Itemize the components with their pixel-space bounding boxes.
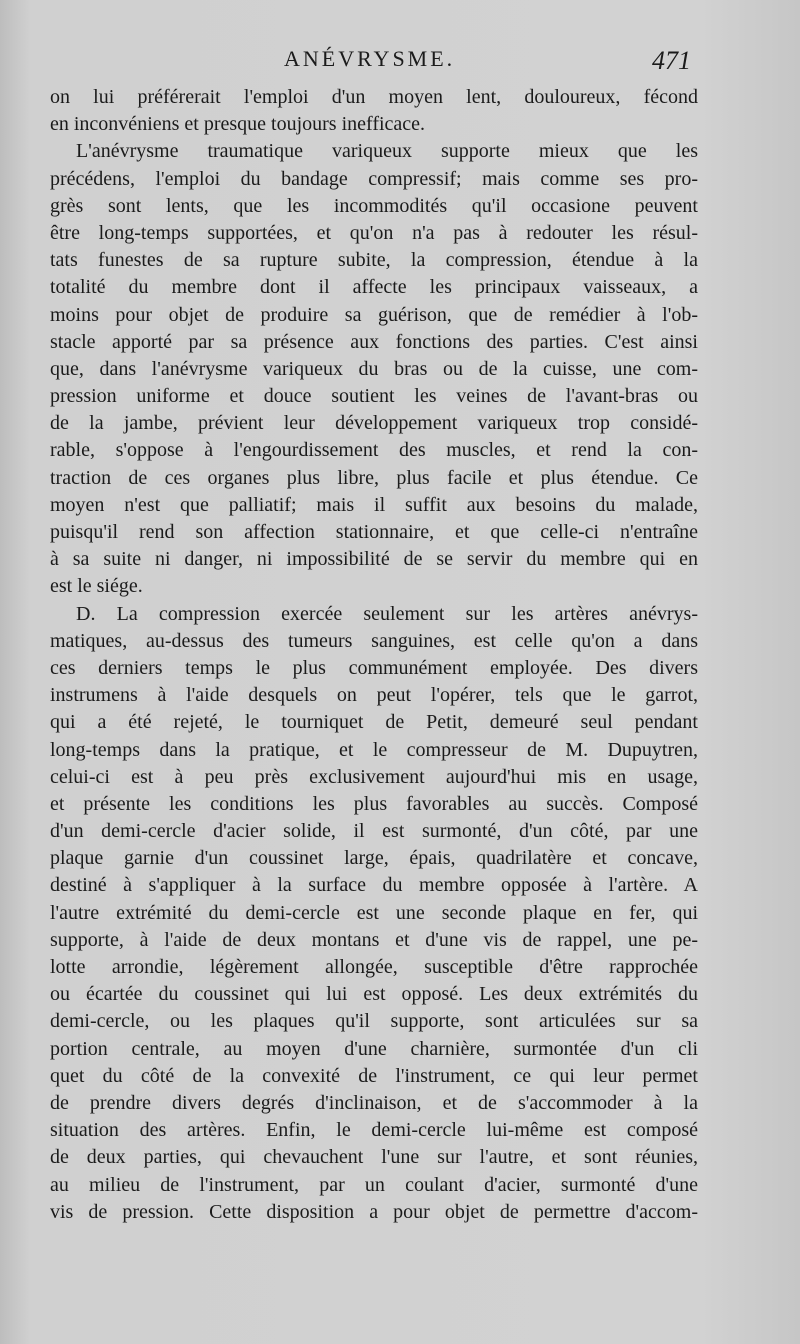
text-line: de la jambe, prévient leur développement variqueux trop considé-: [50, 412, 698, 435]
text-line: est le siége.: [50, 575, 143, 598]
text-line: portion centrale, au moyen d'une charnière, surmontée d'un cli: [50, 1037, 698, 1060]
running-title: ANÉVRYSME.: [284, 46, 456, 71]
text-line: en inconvéniens et presque toujours inefficace.: [50, 113, 426, 136]
text-line: plaque garnie d'un coussinet large, épais, quadrilatère et concave,: [50, 847, 698, 870]
text-line: pression uniforme et douce soutient les veines de l'avant-bras ou: [50, 385, 698, 408]
text-line: long-temps dans la pratique, et le compresseur de M. Dupuytren,: [50, 738, 698, 761]
text-line: tats funestes de sa rupture subite, la compression, étendue à la: [50, 249, 698, 272]
text-line: supporte, à l'aide de deux montans et d'une vis de rappel, une pe-: [50, 928, 698, 951]
text-line: l'autre extrémité du demi-cercle est une seconde plaque en fer, qui: [50, 901, 698, 924]
text-line: être long-temps supportées, et qu'on n'a pas à redouter les résul-: [50, 221, 698, 244]
text-line: et présente les conditions les plus favorables au succès. Composé: [50, 792, 698, 815]
text-line: rable, s'oppose à l'engourdissement des muscles, et rend la con-: [50, 439, 698, 462]
text-line: demi-cercle, ou les plaques qu'il supporte, sont articulées sur sa: [50, 1010, 698, 1033]
text-line: celui-ci est à peu près exclusivement aujourd'hui mis en usage,: [50, 765, 698, 788]
text-line: de deux parties, qui chevauchent l'une sur l'autre, et sont réunies,: [50, 1146, 698, 1169]
text-line: ou écartée du coussinet qui lui est opposé. Les deux extrémités du: [50, 983, 698, 1006]
page-header: [0, 40, 800, 80]
text-line: destiné à s'appliquer à la surface du membre opposée à l'artère. A: [50, 874, 698, 897]
text-line: précédens, l'emploi du bandage compressif; mais comme ses pro-: [50, 167, 698, 190]
page-number: 471: [652, 46, 691, 75]
text-line: lotte arrondie, légèrement allongée, susceptible d'être rapprochée: [50, 956, 698, 978]
text-line: puisqu'il rend son affection stationnaire, et que celle-ci n'entraîne: [50, 521, 698, 543]
text-line: ces derniers temps le plus communément employée. Des divers: [50, 656, 698, 679]
text-line: moyen n'est que palliatif; mais il suffit aux besoins du malade,: [50, 493, 698, 516]
text-line: vis de pression. Cette disposition a pour objet de permettre d'accom-: [50, 1200, 698, 1223]
text-line: moins pour objet de produire sa guérison, que de remédier à l'ob-: [50, 303, 698, 326]
text-line: à sa suite ni danger, ni impossibilité de se servir du membre qui en: [50, 548, 698, 571]
text-line: instrumens à l'aide desquels on peut l'opérer, tels que le garrot,: [50, 684, 698, 707]
text-line: on lui préférerait l'emploi d'un moyen lent, douloureux, fécond: [50, 86, 698, 108]
text-line: stacle apporté par sa présence aux fonctions des parties. C'est ainsi: [50, 330, 698, 353]
text-line: d'un demi-cercle d'acier solide, il est surmonté, d'un côté, par une: [50, 820, 698, 843]
text-line: L'anévrysme traumatique variqueux supporte mieux que les: [76, 140, 698, 163]
text-line: matiques, au-dessus des tumeurs sanguines, est celle qu'on a dans: [50, 629, 698, 652]
text-line: au milieu de l'instrument, par un coulant d'acier, surmonté d'une: [50, 1173, 698, 1196]
text-line: traction de ces organes plus libre, plus facile et plus étendue. Ce: [50, 466, 698, 489]
text-line: grès sont lents, que les incommodités qu'il occasione peuvent: [50, 194, 698, 217]
text-line: quet du côté de la convexité de l'instrument, ce qui leur permet: [50, 1064, 698, 1087]
text-line: situation des artères. Enfin, le demi-cercle lui-même est composé: [50, 1119, 698, 1142]
text-line: que, dans l'anévrysme variqueux du bras ou de la cuisse, une com-: [50, 357, 698, 380]
body-text: [50, 84, 698, 1226]
text-line: D. La compression exercée seulement sur les artères anévrys-: [76, 602, 698, 625]
text-line: totalité du membre dont il affecte les principaux vaisseaux, a: [50, 276, 698, 299]
text-line: qui a été rejeté, le tourniquet de Petit, demeuré seul pendant: [50, 711, 698, 734]
text-line: de prendre divers degrés d'inclinaison, et de s'accommoder à la: [50, 1091, 698, 1114]
